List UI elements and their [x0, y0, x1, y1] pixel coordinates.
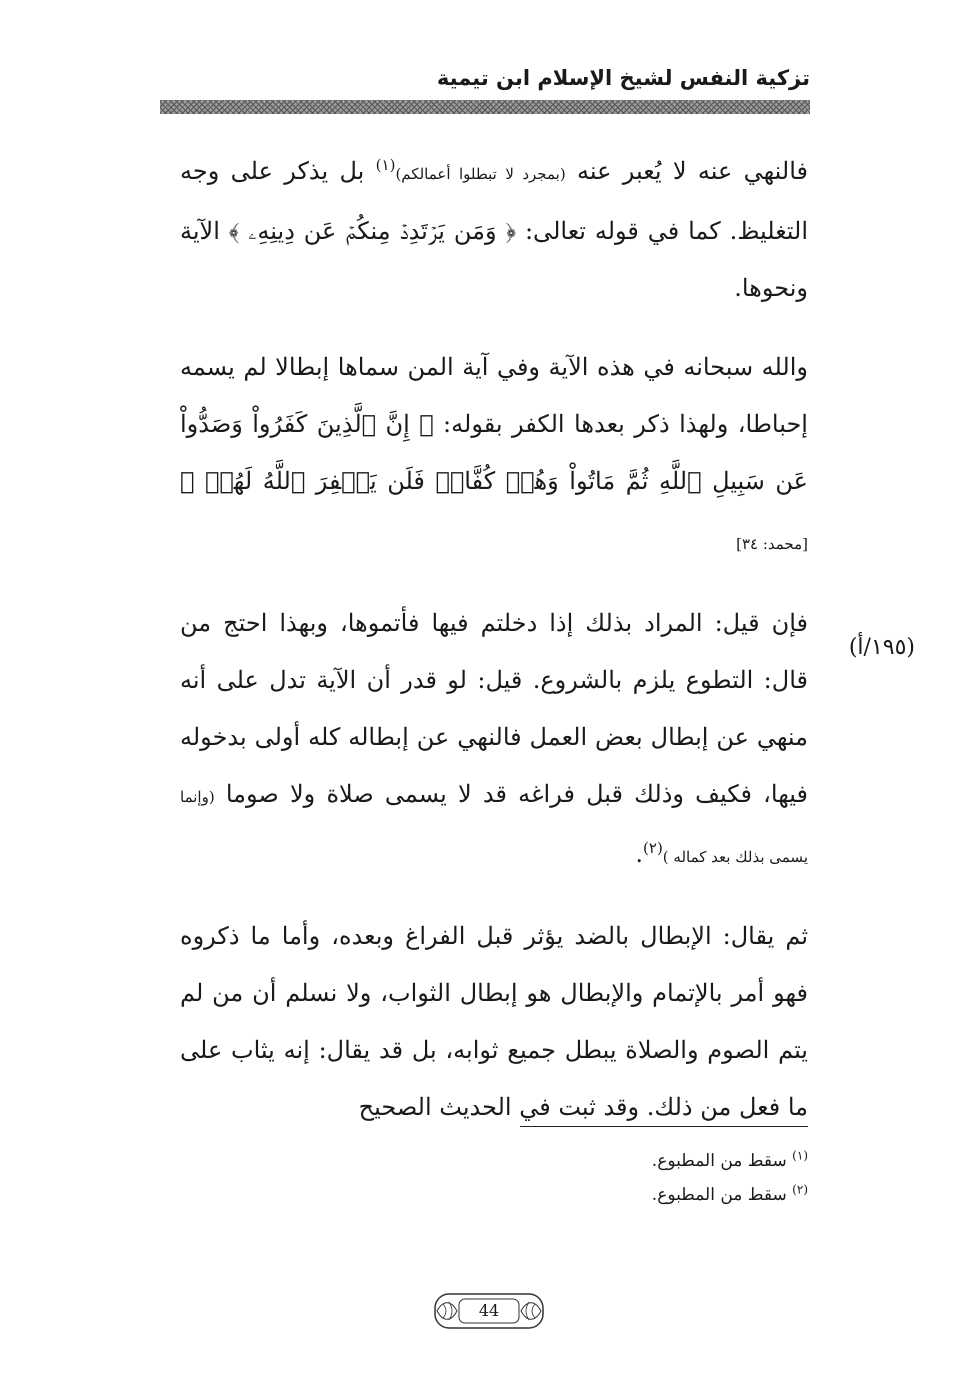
footnote-1: [520, 1144, 808, 1178]
main-text: [180, 143, 808, 1136]
running-header-title: تزكية النفس لشيخ الإسلام ابن تيمية: [436, 66, 810, 90]
verse-reference: [محمد: ٣٤]: [736, 535, 808, 553]
footnote-divider: [520, 1126, 808, 1127]
footnotes: [520, 1144, 808, 1212]
p3-text-2: .: [635, 840, 644, 868]
paragraph-1: [180, 143, 808, 317]
footnote-2-text: سقط من المطبوع.: [651, 1185, 793, 1205]
footnote-1-marker: (١): [792, 1148, 808, 1163]
paragraph-4: [180, 908, 808, 1136]
p4-text-1: ثم يقال: الإبطال بالضد يؤثر قبل الفراغ وبعده، وأما ما ذكروه فهو أمر بالإتمام والإبطال هو إبطال الثواب، ولا نسلم أن من لم يتم الصوم والصلاة يبطل جميع ثوابه، بل قد يقال: إنه يثاب على ما فعل من ذلك. وقد ثبت في الحديث الصحيح: [180, 922, 808, 1121]
p1-text-2: بل يذكر على وجه التغليظ. كما في قوله تعالى:: [180, 157, 809, 245]
p1-text-3: الآية ونحوها.: [180, 217, 808, 302]
p3-quote: (وإنما يسمى بذلك بعد كماله ): [180, 788, 808, 866]
footnote-ref-1[interactable]: (١): [375, 156, 396, 174]
p1-text-1: فالنهي عنه لا يُعبر عنه: [565, 157, 809, 185]
footnote-2: [520, 1178, 808, 1212]
paragraph-3: [180, 595, 808, 886]
quran-verse-2: ﴿ إِنَّ ٱلَّذِينَ كَفَرُواْ وَصَدُّواْ عَن سَبِيلِ ٱللَّهِ ثُمَّ مَاتُواْ وَهُمۡ كُفَّارٞ فَلَن يَغۡفِرَ ٱللَّهُ لَهُمۡ ﴾: [180, 410, 808, 495]
quran-verse-1: ﴿ وَمَن يَرۡتَدِدۡ مِنكُمۡ عَن دِينِهِۦ ﴾: [228, 217, 517, 245]
manuscript-folio-note: (١٩٥/أ): [848, 635, 915, 660]
footnote-ref-2[interactable]: (٢): [643, 839, 663, 857]
footnote-2-marker: (٢): [792, 1182, 808, 1197]
p3-text-1: فإن قيل: المراد بذلك إذا دخلتم فيها فأتموها، وبهذا احتج من قال: التطوع يلزم بالشروع. قيل: لو قدر أن الآية تدل على أنه منهي عن إبطال بعض العمل فالنهي عن إبطاله كله أولى بدخوله فيها، فكيف وذلك قبل فراغه قد لا يسمى صلاة ولا صوما: [180, 609, 808, 808]
page-number: 44: [478, 1301, 500, 1320]
paragraph-2: [180, 339, 808, 573]
footnote-1-text: سقط من المطبوع.: [651, 1151, 793, 1171]
p1-quote: (بمجرد لا تبطلوا أعمالكم): [395, 165, 566, 183]
header-ornament-band: [160, 100, 810, 114]
p2-text-1: والله سبحانه في هذه الآية وفي آية المن سماها إبطالا لم يسمه إحباطا، ولهذا ذكر بعدها الكفر بقوله:: [180, 353, 808, 438]
